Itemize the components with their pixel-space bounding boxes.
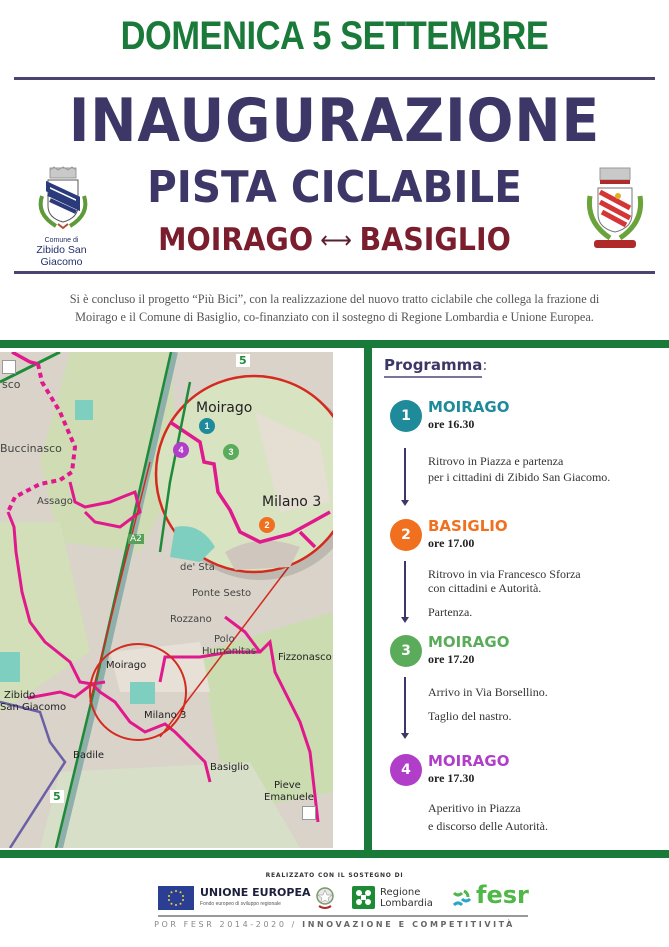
s5-line-icon: 5: [50, 790, 64, 803]
header-divider-bottom: [14, 271, 655, 274]
event-date: DOMENICA 5 SETTEMBRE: [120, 14, 549, 58]
step-desc: Ritrovo in via Francesco Sforza: [428, 567, 581, 581]
program-title: Programma:: [384, 356, 482, 378]
regione-lombardia-logo-icon: [352, 886, 375, 909]
map-label-basiglio: Basiglio: [210, 762, 249, 773]
step-time: ore 17.20: [428, 652, 475, 666]
route-map[interactable]: [0, 352, 333, 848]
step-place: BASIGLIO: [428, 517, 508, 535]
map-label-badile: Badile: [73, 750, 105, 761]
motorway-a2-badge: A2: [130, 534, 142, 544]
map-label-ponte-sesto: Ponte Sesto: [192, 588, 252, 599]
map-label-stadera: de' Sta: [180, 562, 215, 573]
page-title: INAUGURAZIONE: [68, 86, 601, 156]
sponsor-caption: REALIZZATO CON IL SOSTEGNO DI: [265, 872, 404, 879]
step-time: ore 17.30: [428, 771, 475, 785]
map-label-pieve: Pieve: [274, 780, 301, 791]
sponsor-divider: [158, 915, 528, 917]
green-band-bottom: [0, 850, 669, 858]
sponsor-logos: [158, 881, 533, 914]
map-label-polo: Polo: [214, 634, 235, 645]
program-panel: [384, 352, 664, 847]
fesr-logo-icon: [450, 887, 474, 911]
step-desc: Aperitivo in Piazza: [428, 801, 521, 815]
map-marker-4[interactable]: 4: [173, 442, 189, 458]
eu-name: UNIONE EUROPEA: [200, 886, 311, 899]
down-arrow-icon: [404, 448, 406, 502]
station-icon: [2, 360, 16, 374]
map-label-buccinasco: Buccinasco: [0, 442, 62, 455]
down-arrow-icon: [404, 677, 406, 735]
header-divider-top: [14, 77, 655, 80]
route-title: [27, 222, 642, 258]
map-marker-2[interactable]: 2: [259, 517, 275, 533]
s5-line-icon-top: 5: [236, 354, 250, 367]
step-desc: per i cittadini di Zibido San Giacomo.: [428, 470, 611, 484]
double-arrow-icon: ⟷: [320, 226, 353, 254]
map-marker-3[interactable]: 3: [223, 444, 239, 460]
map-label-moirago: Moirago: [106, 660, 147, 671]
down-arrow-icon: [404, 561, 406, 619]
map-label-zibido: Zibido: [4, 690, 36, 701]
green-band-divider: [364, 340, 372, 858]
station-icon-pieve: [302, 806, 316, 820]
step-desc: Ritrovo in Piazza e partenza: [428, 454, 564, 468]
step-desc: e discorso delle Autorità.: [428, 819, 548, 833]
map-marker-1[interactable]: 1: [199, 418, 215, 434]
intro-text: Si è concluso il progetto “Più Bici”, con la realizzazione del nuovo tratto ciclabile che collega la frazione di Moirago e il Comune di Basiglio, co-finanziato con il sostegno di Regione Lombardia e Unione Europea.: [69, 292, 600, 324]
regione-lombardia-name: Regione Lombardia: [380, 887, 433, 909]
step-time: ore 17.00: [428, 536, 475, 550]
eu-subtitle: Fondo europeo di sviluppo regionale: [200, 901, 281, 907]
map-label-humanitas: Humanitas: [202, 646, 257, 657]
step-time: ore 16.30: [428, 417, 475, 431]
step-place: MOIRAGO: [428, 398, 510, 416]
inset-label-moirago: Moirago: [196, 400, 253, 416]
inset-label-milano3: Milano 3: [262, 494, 322, 510]
step-place: MOIRAGO: [428, 633, 510, 651]
map-label-milano3: Milano 3: [144, 710, 187, 721]
page-subtitle: PISTA CICLABILE: [147, 162, 522, 213]
eu-flag-icon: [158, 886, 194, 910]
step-number-badge: 1: [390, 400, 422, 432]
green-band-top: [0, 340, 669, 348]
map-label-assago: Assago: [37, 496, 73, 507]
step-desc: Partenza.: [428, 605, 473, 619]
step-desc: Taglio del nastro.: [428, 709, 512, 723]
step-number-badge: 4: [390, 754, 422, 786]
route-to: BASIGLIO: [359, 222, 511, 258]
zibido-caption: Comune di Zibido San Giacomo: [36, 237, 87, 268]
map-label-san-giacomo: San Giacomo: [0, 702, 67, 713]
map-label-fizzonasco: Fizzonasco: [278, 652, 332, 663]
zibido-crest-icon: [28, 166, 98, 236]
step-desc: Arrivo in Via Borsellino.: [428, 685, 548, 699]
step-desc: con cittadini e Autorità.: [428, 581, 542, 595]
basiglio-crest-icon: [580, 166, 650, 256]
por-fesr-line: POR FESR 2014-2020 / INNOVAZIONE E COMPETITIVITÀ: [154, 920, 515, 929]
map-label-rozzano: Rozzano: [170, 614, 212, 625]
map-label-emanuele: Emanuele: [264, 792, 314, 803]
map-label-corsico: sco: [2, 378, 21, 391]
step-place: MOIRAGO: [428, 752, 510, 770]
italian-republic-emblem-icon: [315, 884, 335, 912]
route-from: MOIRAGO: [158, 222, 314, 258]
fesr-name: fesr: [476, 881, 529, 909]
step-number-badge: 2: [390, 519, 422, 551]
step-number-badge: 3: [390, 635, 422, 667]
